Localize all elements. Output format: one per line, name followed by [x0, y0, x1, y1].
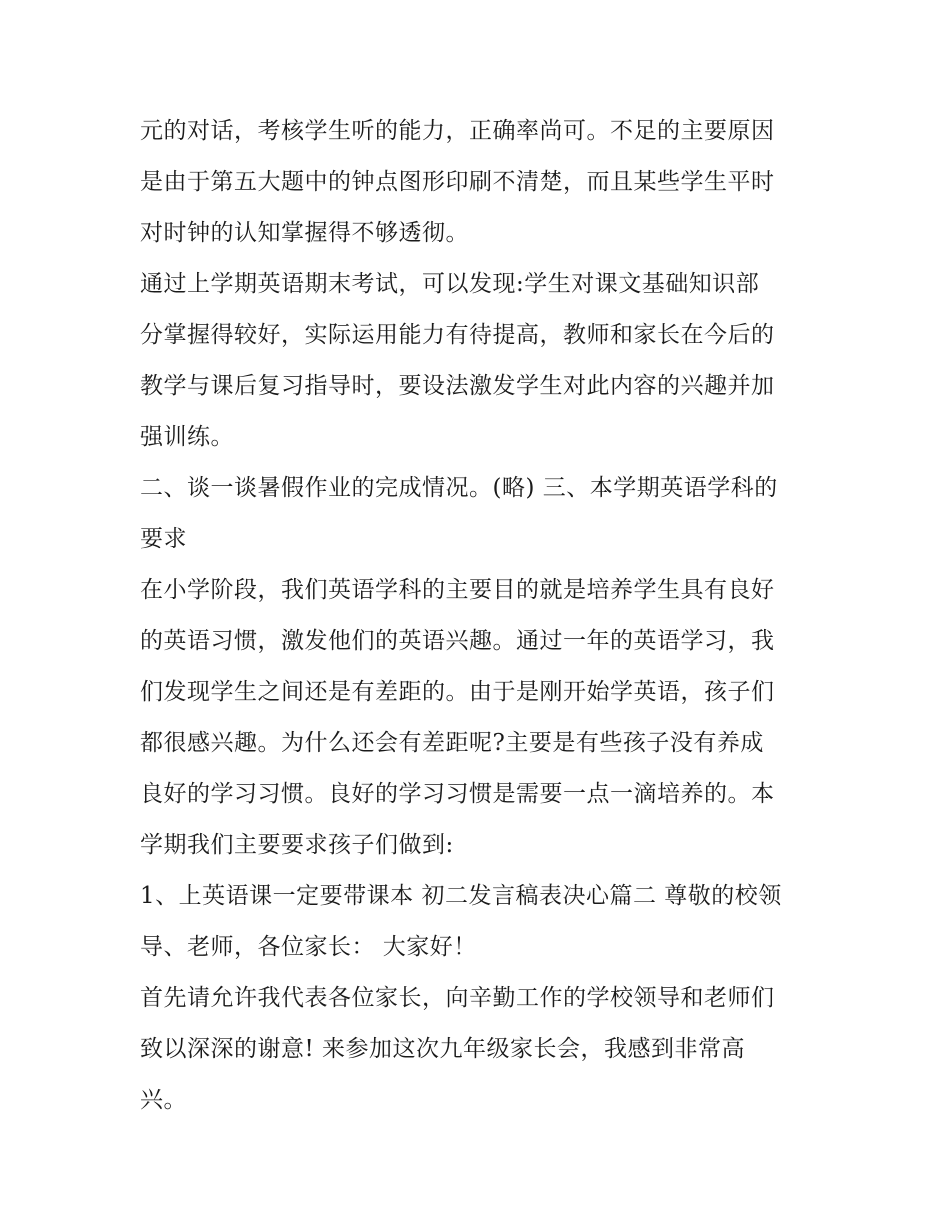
text-line: 良好的学习习惯。良好的学习习惯是需要一点一滴培养的。本: [140, 781, 775, 807]
text-line: 的英语习惯，激发他们的英语兴趣。通过一年的英语学习，我: [140, 628, 775, 654]
greeting-line: 导、老师，各位家长： 大家好！: [140, 934, 477, 960]
text-line: 在小学阶段，我们英语学科的主要目的就是培养学生具有良好: [140, 577, 775, 603]
text-line: 们发现学生之间还是有差距的。由于是刚开始学英语，孩子们: [140, 679, 775, 705]
body-text: [140, 106, 820, 1126]
text-line: 兴。: [140, 1087, 187, 1113]
text-line: 教学与课后复习指导时，要设法激发学生对此内容的兴趣并加: [140, 373, 775, 399]
text-line: 元的对话，考核学生听的能力，正确率尚可。不足的主要原因: [140, 118, 775, 144]
text-line: 是由于第五大题中的钟点图形印刷不清楚，而且某些学生平时: [140, 169, 775, 195]
text-line: 对时钟的认知掌握得不够透彻。: [140, 220, 469, 246]
text-line: 都很感兴趣。为什么还会有差距呢?主要是有些孩子没有养成: [140, 730, 764, 756]
text-line: 首先请允许我代表各位家长，向辛勤工作的学校领导和老师们: [140, 985, 775, 1011]
section-heading-line: 二、谈一谈暑假作业的完成情况。(略) 三、本学期英语学科的: [140, 475, 778, 501]
text-line: 学期我们主要要求孩子们做到:: [140, 832, 454, 858]
text-line: 致以深深的谢意! 来参加这次九年级家长会，我感到非常高: [140, 1036, 746, 1062]
text-line: 通过上学期英语期末考试，可以发现:学生对课文基础知识部: [140, 271, 760, 297]
text-line: 强训练。: [140, 424, 234, 450]
list-item-line: 1、上英语课一定要带课本 初二发言稿表决心篇二 尊敬的校领: [140, 883, 782, 909]
text-line: 分掌握得较好，实际运用能力有待提高，教师和家长在今后的: [140, 322, 775, 348]
section-heading-line: 要求: [140, 526, 187, 552]
